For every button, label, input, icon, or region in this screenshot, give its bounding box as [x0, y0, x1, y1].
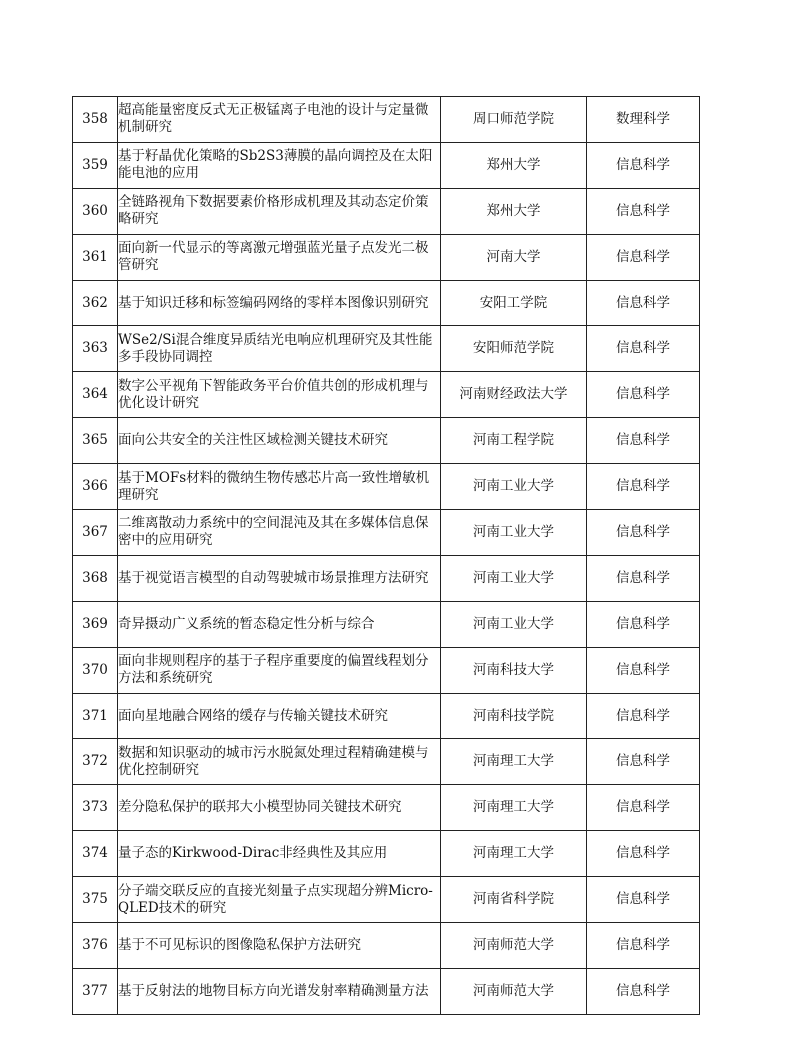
project-title: 数字公平视角下智能政务平台价值共创的形成机理与优化设计研究: [118, 372, 441, 418]
institution-name: 河南工业大学: [441, 555, 587, 601]
table-row: [73, 877, 700, 923]
table-row: [73, 234, 700, 280]
discipline: 信息科学: [587, 831, 700, 877]
discipline: 信息科学: [587, 142, 700, 188]
project-title: 基于知识迁移和标签编码网络的零样本图像识别研究: [118, 280, 441, 326]
project-title: 全链路视角下数据要素价格形成机理及其动态定价策略研究: [118, 188, 441, 234]
project-title: 差分隐私保护的联邦大小模型协同关键技术研究: [118, 785, 441, 831]
row-number: 371: [73, 693, 118, 739]
project-title: 基于不可见标识的图像隐私保护方法研究: [118, 923, 441, 969]
institution-name: 河南科技大学: [441, 647, 587, 693]
discipline: 信息科学: [587, 968, 700, 1014]
project-title: 面向公共安全的关注性区域检测关键技术研究: [118, 418, 441, 464]
table-row: [73, 647, 700, 693]
table-row: [73, 372, 700, 418]
institution-name: 河南理工大学: [441, 785, 587, 831]
project-title: 量子态的Kirkwood-Dirac非经典性及其应用: [118, 831, 441, 877]
table-row: [73, 831, 700, 877]
project-title: 分子端交联反应的直接光刻量子点实现超分辨Micro-QLED技术的研究: [118, 877, 441, 923]
row-number: 361: [73, 234, 118, 280]
row-number: 365: [73, 418, 118, 464]
institution-name: 河南工业大学: [441, 601, 587, 647]
table-row: [73, 785, 700, 831]
row-number: 358: [73, 97, 118, 143]
discipline: 信息科学: [587, 877, 700, 923]
institution-name: 河南理工大学: [441, 739, 587, 785]
table-row: [73, 142, 700, 188]
project-table: [72, 96, 700, 1015]
row-number: 374: [73, 831, 118, 877]
institution-name: 河南理工大学: [441, 831, 587, 877]
discipline: 信息科学: [587, 693, 700, 739]
project-title: 基于MOFs材料的微纳生物传感芯片高一致性增敏机理研究: [118, 464, 441, 510]
institution-name: 郑州大学: [441, 188, 587, 234]
institution-name: 河南科技学院: [441, 693, 587, 739]
project-table-body: [73, 97, 700, 1015]
row-number: 369: [73, 601, 118, 647]
row-number: 367: [73, 510, 118, 556]
project-title: 数据和知识驱动的城市污水脱氮处理过程精确建模与优化控制研究: [118, 739, 441, 785]
discipline: 信息科学: [587, 326, 700, 372]
institution-name: 郑州大学: [441, 142, 587, 188]
discipline: 数理科学: [587, 97, 700, 143]
discipline: 信息科学: [587, 739, 700, 785]
institution-name: 河南财经政法大学: [441, 372, 587, 418]
institution-name: 河南工业大学: [441, 510, 587, 556]
row-number: 359: [73, 142, 118, 188]
project-title: 二维离散动力系统中的空间混沌及其在多媒体信息保密中的应用研究: [118, 510, 441, 556]
table-row: [73, 601, 700, 647]
project-title: 基于反射法的地物目标方向光谱发射率精确测量方法: [118, 968, 441, 1014]
institution-name: 河南师范大学: [441, 923, 587, 969]
row-number: 363: [73, 326, 118, 372]
table-row: [73, 188, 700, 234]
row-number: 360: [73, 188, 118, 234]
discipline: 信息科学: [587, 555, 700, 601]
row-number: 372: [73, 739, 118, 785]
project-title: 面向非规则程序的基于子程序重要度的偏置线程划分方法和系统研究: [118, 647, 441, 693]
row-number: 366: [73, 464, 118, 510]
project-title: 超高能量密度反式无正极锰离子电池的设计与定量微机制研究: [118, 97, 441, 143]
row-number: 377: [73, 968, 118, 1014]
discipline: 信息科学: [587, 510, 700, 556]
institution-name: 安阳师范学院: [441, 326, 587, 372]
discipline: 信息科学: [587, 372, 700, 418]
discipline: 信息科学: [587, 418, 700, 464]
discipline: 信息科学: [587, 601, 700, 647]
table-row: [73, 968, 700, 1014]
institution-name: 河南省科学院: [441, 877, 587, 923]
row-number: 370: [73, 647, 118, 693]
table-row: [73, 555, 700, 601]
institution-name: 河南大学: [441, 234, 587, 280]
table-row: [73, 280, 700, 326]
discipline: 信息科学: [587, 234, 700, 280]
row-number: 373: [73, 785, 118, 831]
table-row: [73, 739, 700, 785]
project-title: 面向新一代显示的等离激元增强蓝光量子点发光二极管研究: [118, 234, 441, 280]
institution-name: 河南工程学院: [441, 418, 587, 464]
table-row: [73, 326, 700, 372]
project-title: 奇异摄动广义系统的暂态稳定性分析与综合: [118, 601, 441, 647]
row-number: 362: [73, 280, 118, 326]
discipline: 信息科学: [587, 188, 700, 234]
table-row: [73, 510, 700, 556]
table-row: [73, 418, 700, 464]
table-row: [73, 464, 700, 510]
project-title: 基于视觉语言模型的自动驾驶城市场景推理方法研究: [118, 555, 441, 601]
project-title: WSe2/Si混合维度异质结光电响应机理研究及其性能多手段协同调控: [118, 326, 441, 372]
project-title: 基于籽晶优化策略的Sb2S3薄膜的晶向调控及在太阳能电池的应用: [118, 142, 441, 188]
row-number: 368: [73, 555, 118, 601]
discipline: 信息科学: [587, 923, 700, 969]
table-row: [73, 693, 700, 739]
institution-name: 安阳工学院: [441, 280, 587, 326]
discipline: 信息科学: [587, 464, 700, 510]
discipline: 信息科学: [587, 280, 700, 326]
institution-name: 河南师范大学: [441, 968, 587, 1014]
discipline: 信息科学: [587, 785, 700, 831]
discipline: 信息科学: [587, 647, 700, 693]
table-row: [73, 97, 700, 143]
row-number: 364: [73, 372, 118, 418]
institution-name: 周口师范学院: [441, 97, 587, 143]
row-number: 376: [73, 923, 118, 969]
institution-name: 河南工业大学: [441, 464, 587, 510]
row-number: 375: [73, 877, 118, 923]
table-row: [73, 923, 700, 969]
project-title: 面向星地融合网络的缓存与传输关键技术研究: [118, 693, 441, 739]
